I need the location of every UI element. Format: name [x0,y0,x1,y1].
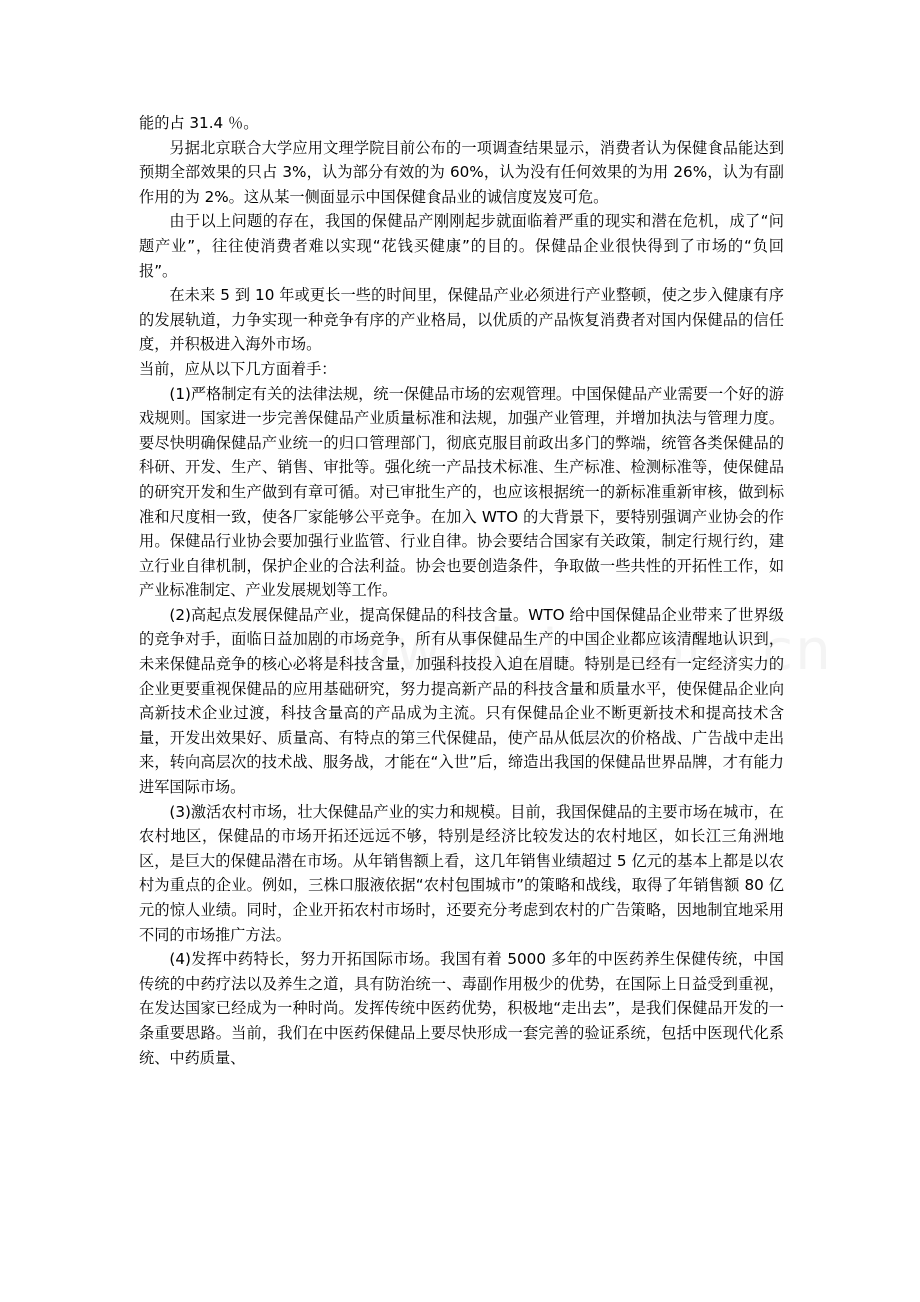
paragraph-2: 另据北京联合大学应用文理学院目前公布的一项调查结果显示，消费者认为保健食品能达到预期全部效果的只占 3%，认为部分有效的为 60%，认为没有任何效果的为用 26%，认为有副作用的为 2%。这从某一侧面显示中国保健食品业的诚信度岌岌可危。 [139,138,784,206]
paragraph-9: (4)发挥中药特长，努力开拓国际市场。我国有着 5000 多年的中医药养生保健传统，中国传统的中药疗法以及养生之道，具有防治统一、毒副作用极少的优势，在国际上日益受到重视，在发达国家已经成为一种时尚。发挥传统中医药优势，积极地“走出去”，是我们保健品开发的一条重要思路。当前，我们在中医药保健品上要尽快形成一套完善的验证系统，包括中医现代化系统、中药质量、 [139,950,784,1067]
paragraph-5: 当前，应从以下几方面着手： [139,359,337,378]
document-body [139,111,784,1070]
paragraph-8: (3)激活农村市场，壮大保健品产业的实力和规模。目前，我国保健品的主要市场在城市，在农村地区，保健品的市场开拓还远远不够，特别是经济比较发达的农村地区，如长江三角洲地区，是巨大的保健品潜在市场。从年销售额上看，这几年销售业绩超过 5 亿元的基本上都是以农村为重点的企业。例如，三株口服液依据“农村包围城市”的策略和战线，取得了年销售额 80 亿元的惊人业绩。同时，企业开拓农村市场时，还要充分考虑到农村的广告策略，因地制宜地采用不同的市场推广方法。 [139,802,784,944]
paragraph-3: 由于以上问题的存在，我国的保健品产刚刚起步就面临着严重的现实和潜在危机，成了“问题产业”，往往使消费者难以实现“花钱买健康”的目的。保健品企业很快得到了市场的“负回报”。 [139,212,784,280]
paragraph-1: 能的占 31.4 ％。 [139,114,259,132]
paragraph-6: (1)严格制定有关的法律法规，统一保健品市场的宏观管理。中国保健品产业需要一个好的游戏规则。国家进一步完善保健品产业质量标准和法规，加强产业管理，并增加执法与管理力度。要尽快明确保健品产业统一的归口管理部门，彻底克服目前政出多门的弊端，统管各类保健品的科研、开发、生产、销售、审批等。强化统一产品技术标准、生产标准、检测标准等，使保健品的研究开发和生产做到有章可循。对已审批生产的，也应该根据统一的新标准重新审核，做到标准和尺度相一致，使各厂家能够公平竞争。在加入 WTO 的大背景下，要特别强调产业协会的作用。保健品行业协会要加强行业监管、行业自律。协会要结合国家有关政策，制定行规行约，建立行业自律机制，保护企业的合法利益。协会也要创造条件，争取做一些共性的开拓性工作，如产业标准制定、产业发展规划等工作。 [139,384,784,600]
paragraph-4: 在未来 5 到 10 年或更长一些的时间里，保健品产业必须进行产业整顿，使之步入健康有序的发展轨道，力争实现一种竞争有序的产业格局，以优质的产品恢复消费者对国内保健品的信任度，并积极进入海外市场。 [139,286,784,354]
paragraph-7: (2)高起点发展保健品产业，提高保健品的科技含量。WTO 给中国保健品企业带来了世界级的竞争对手，面临日益加剧的市场竞争，所有从事保健品生产的中国企业都应该清醒地认识到，未来保健品竞争的核心必将是科技含量，加强科技投入迫在眉睫。特别是已经有一定经济实力的企业更要重视保健品的应用基础研究，努力提高新产品的科技含量和质量水平，使保健品企业向高新技术企业过渡，科技含量高的产品成为主流。只有保健品企业不断更新技术和提高技术含量，开发出效果好、质量高、有特点的第三代保健品，使产品从低层次的价格战、广告战中走出来，转向高层次的技术战、服务战，才能在“入世”后，缔造出我国的保健品世界品牌，才有能力进军国际市场。 [139,605,784,797]
